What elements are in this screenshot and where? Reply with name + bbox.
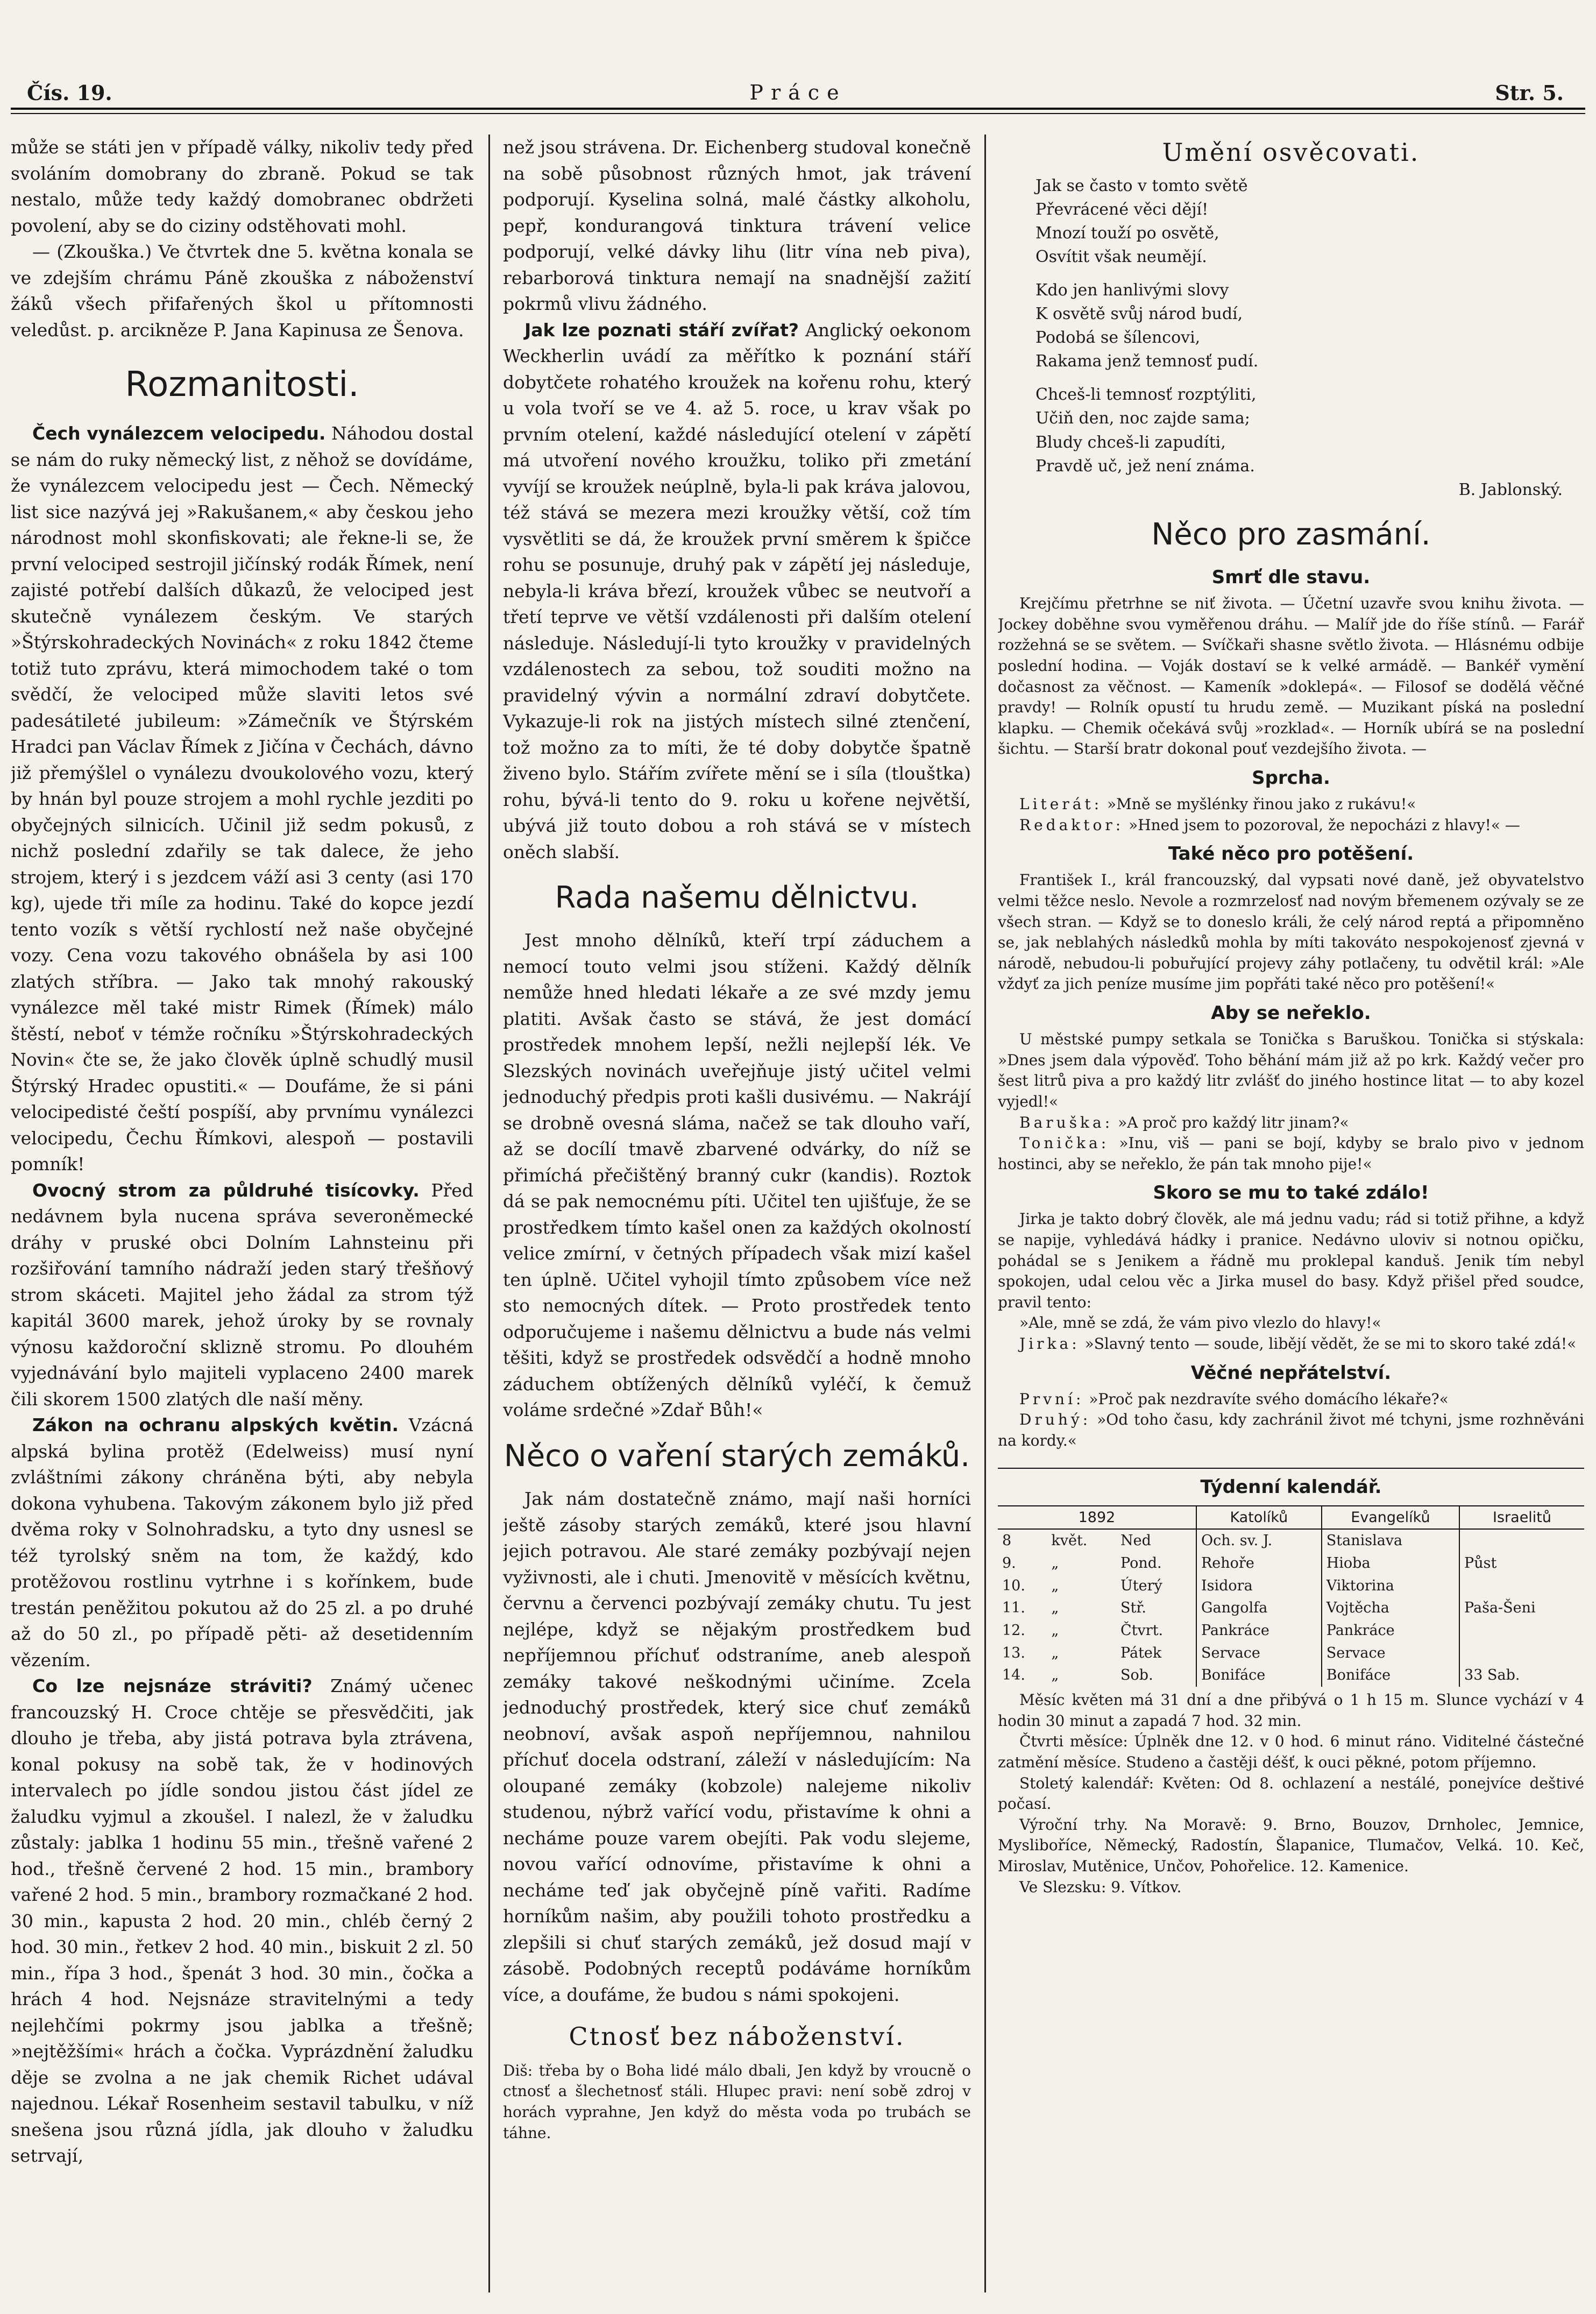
- page-number: Str. 5.: [1495, 81, 1564, 105]
- rada-title: Rada našemu dělnictvu.: [555, 880, 919, 915]
- dialogue: »Od toho času, kdy zachránil život mé tchyni, jsme rozhněváni na kordy.«: [998, 1411, 1584, 1449]
- joke-6-title: Věčné nepřátelství.: [1190, 1362, 1392, 1384]
- joke-3-title: Také něco pro potěšení.: [1168, 843, 1414, 865]
- calendar-cell: Pankráce: [1196, 1619, 1322, 1642]
- calendar-cell: Paša-Šeni: [1459, 1597, 1584, 1619]
- speaker: První:: [1019, 1390, 1084, 1408]
- calendar-cell: Čtvrt.: [1120, 1622, 1164, 1639]
- calendar-cell: Servace: [1322, 1642, 1459, 1665]
- ctnost-text: Diš: třeba by o Boha lidé málo dbali, Jen když by vroucně o ctnosť a šlechetnosť stáli. Hlupec pravi: není sobě zdroj v horách vyprahne, Jen když do města voda po trubách se táhne.: [503, 2061, 971, 2142]
- calendar-header-row: [998, 1506, 1584, 1530]
- joke-4-line-3: [998, 1133, 1584, 1174]
- calendar-row: [998, 1529, 1584, 1552]
- dialogue: »Proč pak nezdravíte svého domácího lékaře?«: [1089, 1390, 1449, 1408]
- header-rule: [11, 108, 1585, 114]
- article-tree-text: Před nedávnem byla nucena správa severoněmecké dráhy v pruské obci Dolním Lahnsteinu při rozšiřování tamního nádraží jeden starý třešňový strom skáceti. Majitel jeho žádal za strom týž kapitál 3600 marek, jehož úroky by se rovnaly výnosu každoroční sklizně stromu. Po dlouhém vyjednávání bylo majiteli vyplaceno 2400 marek čili skorem 1500 zlatých dle naší měny.: [11, 1179, 473, 1410]
- calendar-note: Stoletý kalendář: Květen: Od 8. ochlazení a nestálé, ponejvíce deštivé počasí.: [998, 1774, 1584, 1813]
- speaker: Jirka:: [1019, 1335, 1080, 1353]
- poem-line: Bludy chceš-li zapudíti,: [1035, 433, 1226, 452]
- calendar-header: Evangelíků: [1322, 1506, 1459, 1530]
- speaker: Tonička:: [1019, 1134, 1110, 1152]
- speaker: Baruška:: [1019, 1113, 1113, 1131]
- joke-4-line-2: [998, 1113, 1584, 1134]
- speaker: Literát:: [1019, 795, 1103, 813]
- article-animal-age: [503, 317, 971, 866]
- poem-signature: B. Jablonský.: [1458, 480, 1563, 499]
- dialogue: »Hned jsem to pozoroval, že nepocházi z hlavy!« —: [1129, 816, 1520, 834]
- newspaper-title: Práce: [749, 81, 847, 104]
- calendar-cell: [1459, 1575, 1584, 1597]
- article-velocipede-text: Náhodou dostal se nám do ruky německý list, z něhož se dovídáme, že vynálezcem velocipedu jest — Čech. Německý list sice nazývá jej »Rakušanem,« aby českou jeho národnost mohl skonfiskovati; ale řekne-li se, že první velociped sestrojil jičínský rodák Římek, není zajisté potřebí dalších důkazů, že velociped jest skutečně vynálezem českým. Ve starých »Štýrskohradeckých Novinách« z roku 1842 čteme totiž tuto zprávu, která mimochodem také o tom svědčí, že velociped může slaviti letos své padesátileté jubileum: »Zámečník ve Štýrském Hradci pan Václav Římek z Jičína v Čechách, dávno již přemýšlel o vynálezu dvoukolového vozu, který by hnán byl pouze strojem a mohl rychle jezditi po obyčejných silnicích. Učinil již sedm pokusů, z nichž poslední zdařily se tak dalece, že jeho strojem, který i s jezdcem váží asi 3 centy (asi 170 kg), ujede tři míle za hodinu. Také do kopce jezdí tento vozík s větší rychlostí než naše obyčejné vozy. Cena vozu takového obnášela by asi 100 zlatých stříbra. — Jako tak mnohý rakouský vynálezce měl také mistr Rimek (Římek) málo štěstí, neboť v témže ročníku »Štýrskohradeckých Novin« čte se, že jako člověk úplně schudlý musil Štýrský Hradec opustiti.« — Doufáme, že si páni velocipedisté čeští pospíší, aby prvnímu vynálezci velocipedu, Čechu Římkovi, alespoň — postavili pomník!: [11, 423, 473, 1175]
- calendar-cell: 9.: [1002, 1554, 1016, 1572]
- calendar-cell: „: [1051, 1667, 1059, 1684]
- joke-5-title: Skoro se mu to také zdálo!: [1153, 1182, 1429, 1204]
- poem-line: Kdo jen hanlivými slovy: [1035, 280, 1229, 300]
- calendar-table: [998, 1505, 1584, 1687]
- calendar-cell: 12.: [1002, 1622, 1025, 1639]
- poem-line: Pravdě uč, jež není známa.: [1035, 456, 1255, 476]
- zasmani-title: Něco pro zasmání.: [1151, 516, 1431, 552]
- column-divider-2: [984, 135, 986, 2292]
- vareni-text: Jak nám dostatečně známo, mají naši horníci ještě zásoby starých zemáků, které jsou hlavní jejich potravou. Ale staré zemáky pozbývají nejen vyživnosti, ale i chuti. Jmenovitě v měsících květnu, červnu a červenci pozbývají zemáky chutu. Tu jest nejlépe, když se nějakým prostředkem bud nepříjemnou příchuť odstraníme, aneb alespoň zemáky takové neškodnými učiníme. Zcela jednoduchý prostředek, který sice chuť zemáků neobnoví, avšak aspoň nepříjemnou, nahnilou příchuť docela odstraní, záleží v následujícím: Na oloupané zemáky (kobzole) nalejeme nikoliv studenou, nýbrž vařící vodu, přistavíme k ohni a necháme pouze varem obejíti. Pak vodu slejeme, novou vařící odnovíme, přistavíme k ohni a necháme teď jak obyčejně píně vařiti. Radíme horníkům našim, aby použili tohoto prostředku a zlepšili si chuť starých zemáků, jež dosud mají v zásobě. Podobných receptů podáváme horníkům více, a doufáme, že budou s námi spokojeni.: [503, 1488, 971, 2005]
- calendar-cell: Sob.: [1120, 1667, 1153, 1684]
- calendar-cell: Pond.: [1120, 1554, 1162, 1572]
- poem-stanza-3: [1035, 383, 1584, 478]
- calendar-cell: Ned: [1120, 1532, 1151, 1549]
- poem-stanza-1: [1035, 174, 1584, 269]
- article-animal-age-lead: Jak lze poznati stáří zvířat?: [524, 319, 799, 341]
- calendar-title: Týdenní kalendář.: [998, 1468, 1584, 1501]
- calendar-cell: Och. sv. J.: [1196, 1529, 1322, 1552]
- calendar-row: [998, 1642, 1584, 1665]
- poem-line: Osvítit však neumějí.: [1035, 247, 1207, 266]
- joke-4-title: Aby se neřeklo.: [1211, 1002, 1371, 1024]
- calendar-cell: Stanislava: [1322, 1529, 1459, 1552]
- poem-stanza-2: [1035, 279, 1584, 373]
- article-alpine-text: Vzácná alpská bylina protěž (Edelweiss) musí nyní zvláštními zákony chráněna býti, aby nebyla dokona vyhubena. Takovým zákonem bylo již před dvěma roky v Solnohradsku, a tyto dny usnesl se též tyrolský sněm na tom, že každý, kdo protěžovou rostlinu vytrhne i s kořínkem, bude trestán peněžitou pokutou až do 25 zl. a po druhé až do 50 zl., po případě pěti- až desetidenním vězením.: [11, 1414, 473, 1671]
- calendar-cell: květ.: [1051, 1532, 1088, 1549]
- military-continuation: může se státi jen v případě války, nikoliv tedy před svoláním domobrany do zbraně. Pokud se tak nestalo, může tedy každý domobranec obdržeti povolení, aby se do ciziny odstěhovati mohl.: [11, 137, 473, 236]
- calendar-cell: 8: [1002, 1532, 1012, 1549]
- poem-line: Rakama jenž temnosť pudí.: [1035, 352, 1259, 371]
- article-digestion: [11, 1673, 473, 2169]
- poem-line: Učiň den, noc zajde sama;: [1035, 409, 1250, 428]
- calendar-cell: Servace: [1196, 1642, 1322, 1665]
- article-digestion-lead: Co lze nejsnáze stráviti?: [32, 1675, 313, 1697]
- calendar-cell: Vojtěcha: [1322, 1597, 1459, 1619]
- digestion-continuation: než jsou strávena. Dr. Eichenberg studoval konečně na sobě působnost různých hmot, jak trávení podporují. Kyselina solná, malé částky alkoholu, pepř, kondurangová tinktura trávení velice podporují, velké dávky lihu (litr vína neb piva), rebarborová tinktura nemají na snadnější zažití pokrmů vlivu žádného.: [503, 137, 971, 314]
- calendar-cell: Isidora: [1196, 1575, 1322, 1597]
- calendar-cell: Rehoře: [1196, 1552, 1322, 1575]
- article-digestion-text: Známý učenec francouzský H. Croce chtěje se přesvědčiti, jak dlouho je třeba, aby jistá potrava byla ztrávena, konal pokusy na sobě tak, že v hodinových intervalech po jídle sondou jistou část jídel ze žaludku vyjmul a zkoušel. I nalezl, že v žaludku zůstaly: jablka 1 hodinu 55 min., třešně vařené 2 hod., třešně červené 2 hod. 15 min., brambory vařené 2 hod. 5 min., brambory rozmačkané 2 hod. 30 min., kapusta 2 hod. 20 min., chléb černý 2 hod. 30 min., řetkev 2 hod. 40 min., biskuit 2 zl. 50 min., řípa 3 hod., špenát 3 hod. 30 min., čočka a hrách 4 hod. Nejsnáze stravitelnými a tedy nejlehčími pokrmy jsou jablka a třešně; »nejtěžšími« hrách a čočka. Vyprázdnění žaludku děje se zvolna a ne jak chemik Richet udával najednou. Lékař Rosenheim sestavil tabulku, v níž snešena jsou různá jídla, jak dlouho v žaludku setrvají,: [11, 1675, 473, 2167]
- calendar-cell: Viktorina: [1322, 1575, 1459, 1597]
- joke-6-line-2: [998, 1410, 1584, 1451]
- issue-number: Čís. 19.: [27, 81, 112, 105]
- calendar-row: [998, 1575, 1584, 1597]
- calendar-cell: „: [1051, 1644, 1059, 1661]
- article-tree: [11, 1178, 473, 1413]
- speaker: Redaktor:: [1019, 816, 1124, 834]
- calendar-cell: 11.: [1002, 1600, 1025, 1617]
- calendar-cell: [1459, 1529, 1584, 1552]
- speaker: Druhý:: [1019, 1411, 1091, 1429]
- rada-text: Jest mnoho dělníků, kteří trpí záduchem a nemocí touto velmi jsou stíženi. Každý dělník nemůže hned hledati lékaře a ze své mzdy jemu platiti. Avšak často se stává, že jest domácí prostředek mnohem lepší, nežli nejlepší lék. Ve Slezských novinách uveřejňuje jistý učitel velmi jednoduchý předpis proti kašli dusivému. — Nakrájí se drobně ovesná sláma, načež se tak dlouho vaří, až se docílí tmavě zbarvené odvárky, do níž se přimíchá přečištěný branný cukr (kandis). Roztok dá se pak nemocnému píti. Učitel ten ujišťuje, že se prostředkem tímto kašel onen za každých okolností velice zmírní, v četných případech však mizí kašel ten úplně. Učitel vyhojil tímto způsobem více než sto nemocných dítek. — Proto prostředek tento odporučujeme i našemu dělnictvu a bude nás velmi těšiti, když se prostředek odsvědčí a hodně mnoho záduchem obtížených dělníků vyléčí, k čemuž voláme srdečné »Zdař Bůh!«: [503, 930, 971, 1421]
- poem-line: Mnozí touží po osvětě,: [1035, 223, 1219, 243]
- calendar-row: [998, 1597, 1584, 1619]
- calendar-cell: „: [1051, 1600, 1059, 1617]
- article-velocipede-lead: Čech vynálezcem velocipedu.: [32, 423, 326, 444]
- calendar-cell: 14.: [1002, 1667, 1025, 1684]
- joke-2-line-1: [998, 794, 1584, 815]
- calendar-note: Čtvrti měsíce: Úplněk dne 12. v 0 hod. 6 minut ráno. Viditelné částečné zatmění měsíce. Studeno a častěji déšť, k ouci pěkné, potom příjemno.: [998, 1732, 1584, 1771]
- calendar-row: [998, 1552, 1584, 1575]
- calendar-cell: „: [1051, 1577, 1059, 1594]
- calendar-cell: Hioba: [1322, 1552, 1459, 1575]
- column-1: [11, 135, 473, 2292]
- joke-1-title: Smrť dle stavu.: [1211, 567, 1371, 589]
- calendar-cell: „: [1051, 1622, 1059, 1639]
- calendar-cell: Pátek: [1120, 1644, 1162, 1661]
- column-divider-1: [488, 135, 490, 2292]
- joke-2-line-2: [998, 815, 1584, 836]
- poem-line: Jak se často v tomto světě: [1035, 176, 1248, 195]
- article-tree-lead: Ovocný strom za půldruhé tisícovky.: [32, 1179, 420, 1201]
- calendar-note: Ve Slezsku: 9. Vítkov.: [1019, 1878, 1182, 1896]
- calendar-header: Katolíků: [1196, 1506, 1322, 1530]
- dialogue: »Slavný tento — soude, libějí vědět, že se mi to skoro také zdá!«: [1084, 1335, 1577, 1353]
- column-2: [503, 135, 971, 2292]
- vareni-title: Něco o vaření starých zemáků.: [503, 1438, 970, 1474]
- article-velocipede: [11, 421, 473, 1178]
- dialogue: »A proč pro každý litr jinam?«: [1118, 1113, 1349, 1131]
- joke-1-text: Krejčímu přetrhne se niť života. — Účetní uzavře svou knihu života. — Jockey doběhne svou vyměřenou dráhu. — Malíř jde do říše stínů. — Farář rozžehná se se světem. — Svíčkaři shasne světlo života. — Hlásnému odbije poslední hodina. — Voják dostaví se k velké armádě. — Bankéř vymění dočasnost za věčnost. — Kameník »doklepá«. — Filosof se dodělá věčné pravdy! — Rolník opustí tu hrudu země. — Muzikant píská na poslední klapku. — Chemik očekává svůj »rozklad«. — Horník ubírá se na poslední šichtu. — Starší bratr dokonal pouť vezdejšího života. —: [998, 595, 1584, 758]
- calendar-cell: Úterý: [1120, 1577, 1162, 1594]
- calendar-cell: „: [1051, 1554, 1059, 1572]
- calendar-header: Israelitů: [1459, 1506, 1584, 1530]
- calendar-header: 1892: [998, 1506, 1196, 1530]
- joke-3-text: František I., král francouzský, dal vypsati nové daně, jež obyvatelstvo velmi těžce neslo. Nevole a rozmrzelosť nad novým břemenem ozývaly se ze všech stran. — Když se to doneslo králi, že celý národ reptá a připomněno se, jak neblahých následků mohla by míti takováto nespokojenosť zjevná v národě, nebudou-li pobuřující projevy záhy potlačeny, tu odvětil král: »Ale vždyť za jich peníze musíme jim popřáti také něco pro potěšení!«: [998, 871, 1584, 993]
- section-title: Rozmanitosti.: [125, 365, 359, 405]
- calendar-note: Měsíc květen má 31 dní a dne přibývá o 1 h 15 m. Slunce vychází v 4 hodin 30 minut a zapadá 7 hod. 32 min.: [998, 1691, 1584, 1730]
- joke-5-text: Jirka je takto dobrý člověk, ale má jednu vadu; rád si totiž přihne, a když se napije, vyhledává hádky i pranice. Nedávno uloviv si notnou opičku, pohádal se s Jenikem a řádně mu proklepal kanduš. Jenik tím nebyl spokojen, udal celou věc a Jirka musel do basy. Když přišel před soudce, pravil tento:: [998, 1210, 1584, 1311]
- calendar-cell: Gangolfa: [1196, 1597, 1322, 1619]
- calendar-cell: Půst: [1459, 1552, 1584, 1575]
- dialogue: »Mně se myšlénky řinou jako z rukávu!«: [1107, 795, 1416, 813]
- calendar-row: [998, 1619, 1584, 1642]
- article-animal-age-text: Anglický oekonom Weckherlin uvádí za měřítko k poznání stáří dobytčete rohatého kroužek na kořenu rohu, který u vola tvoří se ve 4. až 5. roce, u krav však po prvním otelení, každé následující otelení v zápětí má utvoření nového kroužku, toliko při zmetání vyvíjí se kroužek neúplně, byla-li pak kráva jalovou, též stává se mezera mezi kroužky větší, což tím vysvětliti se dá, že kroužek první směrem k špičce rohu se posunuje, druhý pak v zápětí jej následuje, nebyla-li kráva březí, kroužek vůbec se neutvoří a třetí teprve ve větší vzdálenosti při dalším otelení následuje. Následují-li tyto kroužky v pravidelných vzdálenostech za sebou, tož souditi možno na pravidelný vývin a normální zdraví dobytčete. Vykazuje-li rok na jistých místech silné ztenčení, tož možno za to míti, že té doby dobytče špatně živeno bylo. Stářím zvířete mění se i síla (tlouštka) rohu, bývá-li tento do 9. roku u kořene největší, ubývá již touto dobou a roh stává se v místech oněch slabší.: [503, 319, 971, 862]
- joke-5-line-3: [998, 1334, 1584, 1355]
- calendar-notes: [998, 1690, 1584, 1898]
- joke-4-text: U městské pumpy setkala se Tonička s Baruškou. Tonička si stýskala: »Dnes jsem dala výpověď. Toho běhání mám již až po krk. Každý večer pro šest litrů piva a pro každý litr zvlášť do jiného hostince litat — to aby kozel vyjedl!«: [998, 1030, 1584, 1110]
- poem-title: Umění osvěcovati.: [1162, 138, 1420, 167]
- dialogue: »Inu, viš — pani se bojí, kdyby se bralo pivo v jednom hostinci, aby se neřeklo, že pán tak mnoho pije!«: [998, 1134, 1584, 1173]
- calendar-note: Výroční trhy. Na Moravě: 9. Brno, Bouzov, Drnholec, Jemnice, Mysliboříce, Německý, Radostín, Šlapanice, Tlumačov, Velká. 10. Keč, Miroslav, Mutěnice, Unčov, Pohořelice. 12. Kamenice.: [998, 1815, 1584, 1876]
- poem-line: Převrácené věci dějí!: [1035, 200, 1209, 219]
- calendar-cell: 13.: [1002, 1644, 1025, 1661]
- calendar-row: [998, 1664, 1584, 1687]
- calendar-body: [998, 1529, 1584, 1687]
- exam-news: — (Zkouška.) Ve čtvrtek dne 5. května konala se ve zdejším chrámu Páně zkouška z náboženství žáků všech přifařených škol u přítomnosti veledůst. p. arcikněze P. Jana Kapinusa ze Šenova.: [11, 241, 473, 341]
- calendar-cell: Stř.: [1120, 1600, 1146, 1617]
- poem-line: Chceš-li temnosť rozptýliti,: [1035, 385, 1257, 405]
- page-header: [22, 75, 1574, 108]
- joke-5-line-2: »Ale, mně se zdá, že vám pivo vlezlo do hlavy!«: [1019, 1314, 1381, 1332]
- calendar-cell: 33 Sab.: [1459, 1664, 1584, 1687]
- article-alpine: [11, 1412, 473, 1673]
- calendar-cell: Pankráce: [1322, 1619, 1459, 1642]
- column-3: [998, 135, 1584, 2292]
- calendar-cell: Bonifáce: [1322, 1664, 1459, 1687]
- article-alpine-lead: Zákon na ochranu alpských květin.: [32, 1414, 399, 1436]
- calendar-cell: [1459, 1642, 1584, 1665]
- calendar-cell: 10.: [1002, 1577, 1025, 1594]
- poem-line: K osvětě svůj národ budí,: [1035, 305, 1243, 324]
- ctnost-title: Ctnosť bez náboženství.: [569, 2022, 905, 2051]
- joke-6-line-1: [998, 1389, 1584, 1410]
- joke-2-title: Sprcha.: [1252, 767, 1330, 789]
- calendar-cell: Bonifáce: [1196, 1664, 1322, 1687]
- poem-line: Podobá se šílencovi,: [1035, 328, 1201, 348]
- calendar-cell: [1459, 1619, 1584, 1642]
